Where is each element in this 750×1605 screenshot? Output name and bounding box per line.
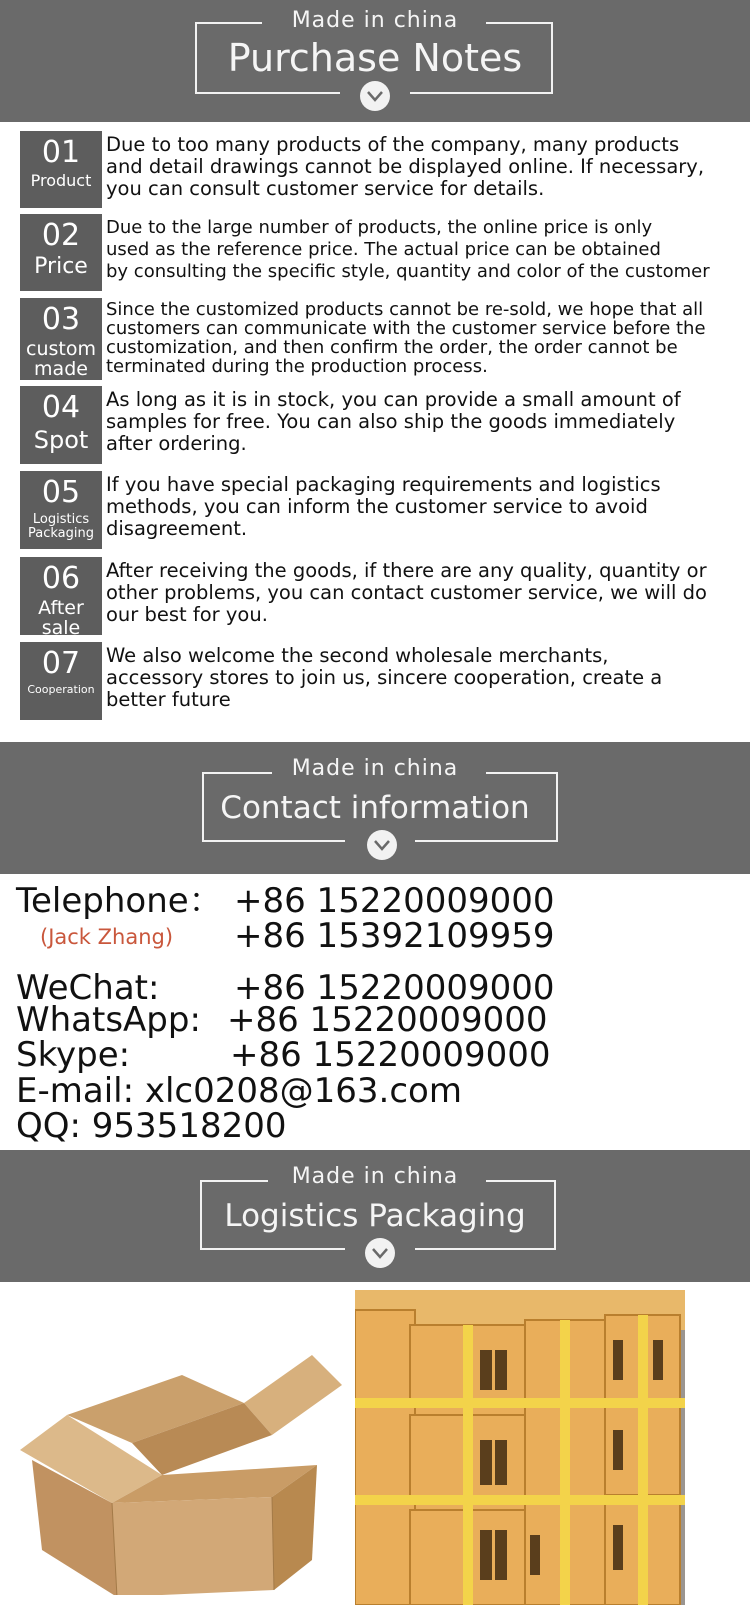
note-text [106, 645, 750, 711]
skype-number: +86 15220009000 [230, 1035, 551, 1075]
note-number-box [20, 214, 102, 291]
note-text-line: terminated during the production process. [106, 356, 488, 377]
made-in-china-label: Made in china [291, 8, 459, 33]
note-category: Product [30, 171, 92, 190]
note-text [106, 300, 750, 376]
note-text-line: We also welcome the second wholesale merchants, [106, 644, 609, 667]
made-in-china-label: Made in china [291, 1164, 459, 1189]
note-text-line: accessory stores to join us, sincere cooperation, create a [106, 666, 663, 689]
note-category: After [38, 597, 84, 619]
chevron-down-icon [367, 830, 397, 860]
telephone-label: Telephone： [16, 881, 223, 921]
note-text-line: customers can communicate with the customer service before the [106, 318, 706, 339]
note-category: Logistics [32, 512, 90, 527]
note-category: sale [41, 617, 81, 639]
email-line: E-mail: xlc0208@163.com [16, 1071, 462, 1111]
note-text-line: and detail drawings cannot be displayed online. If necessary, [106, 155, 705, 178]
note-text-line: methods, you can inform the customer service to avoid [106, 495, 648, 518]
note-item [20, 214, 750, 291]
note-number: 05 [41, 475, 81, 510]
note-text-line: you can consult customer service for details. [106, 177, 545, 200]
note-item [20, 471, 750, 549]
note-number: 07 [41, 646, 81, 681]
note-category: Packaging [28, 526, 94, 541]
note-text [106, 474, 750, 540]
note-text-line: samples for free. You can also ship the goods immediately [106, 410, 676, 433]
note-text-line: used as the reference price. The actual price can be obtained [106, 239, 661, 260]
note-category: Spot [33, 426, 89, 454]
note-item [20, 298, 750, 380]
note-number-box [20, 557, 102, 639]
note-text-line: Due to too many products of the company, many products [106, 133, 680, 156]
logistics-packaging-banner [0, 1150, 750, 1282]
purchase-notes-banner [0, 0, 750, 122]
note-text-line: After receiving the goods, if there are any quality, quantity or [106, 559, 707, 582]
telephone-number-1: +86 15220009000 [234, 881, 555, 921]
note-number-box [20, 386, 102, 464]
note-item [20, 557, 750, 639]
note-text-line: by consulting the specific style, quantity and color of the customer [106, 261, 710, 282]
section-title: Logistics Packaging [224, 1198, 526, 1234]
note-text-line: If you have special packaging requirements and logistics [106, 473, 661, 496]
note-category: Price [34, 254, 88, 279]
note-text-line: other problems, you can contact customer service, we will do [106, 581, 707, 604]
note-number-box [20, 131, 102, 208]
note-item [20, 131, 750, 208]
note-number: 06 [41, 561, 81, 596]
skype-label: Skype: [16, 1035, 131, 1075]
stacked-cartons-image [355, 1290, 685, 1605]
note-text-line: disagreement. [106, 517, 248, 540]
note-number: 02 [41, 218, 81, 253]
section-title: Purchase Notes [227, 36, 523, 80]
note-text-line: our best for you. [106, 603, 268, 626]
note-text-line: better future [106, 688, 231, 711]
whatsapp-label: WhatsApp: [16, 1000, 201, 1040]
note-number-box [20, 298, 102, 380]
wechat-label: WeChat: [16, 968, 160, 1008]
note-number: 04 [41, 390, 81, 425]
note-number: 01 [41, 135, 81, 170]
made-in-china-label: Made in china [291, 756, 459, 781]
note-item [20, 386, 750, 464]
note-number: 03 [41, 302, 81, 337]
note-category: made [34, 358, 88, 380]
note-text-line: after ordering. [106, 432, 247, 455]
note-text [106, 560, 750, 626]
note-text-line: Due to the large number of products, the online price is only [106, 217, 653, 238]
note-text [106, 389, 750, 455]
chevron-down-icon [365, 1238, 395, 1268]
note-number-box [20, 471, 102, 549]
note-text-line: customization, and then confirm the order, the order cannot be [106, 337, 678, 358]
open-cardboard-box-image [12, 1335, 342, 1595]
note-category: custom [26, 338, 96, 360]
note-category: Cooperation [27, 683, 95, 696]
contact-name: (Jack Zhang) [40, 925, 174, 949]
contact-info-banner [0, 742, 750, 874]
note-text [106, 217, 750, 283]
whatsapp-number: +86 15220009000 [227, 1000, 548, 1040]
note-text-line: Since the customized products cannot be re-sold, we hope that all [106, 299, 704, 320]
note-text [106, 134, 750, 200]
section-title: Contact information [220, 790, 530, 826]
chevron-down-icon [360, 81, 390, 111]
telephone-number-2: +86 15392109959 [234, 916, 555, 956]
note-item [20, 642, 750, 720]
note-number-box [20, 642, 102, 720]
note-text-line: As long as it is in stock, you can provide a small amount of [106, 388, 681, 411]
wechat-number: +86 15220009000 [234, 968, 555, 1008]
qq-line: QQ: 953518200 [16, 1106, 287, 1146]
